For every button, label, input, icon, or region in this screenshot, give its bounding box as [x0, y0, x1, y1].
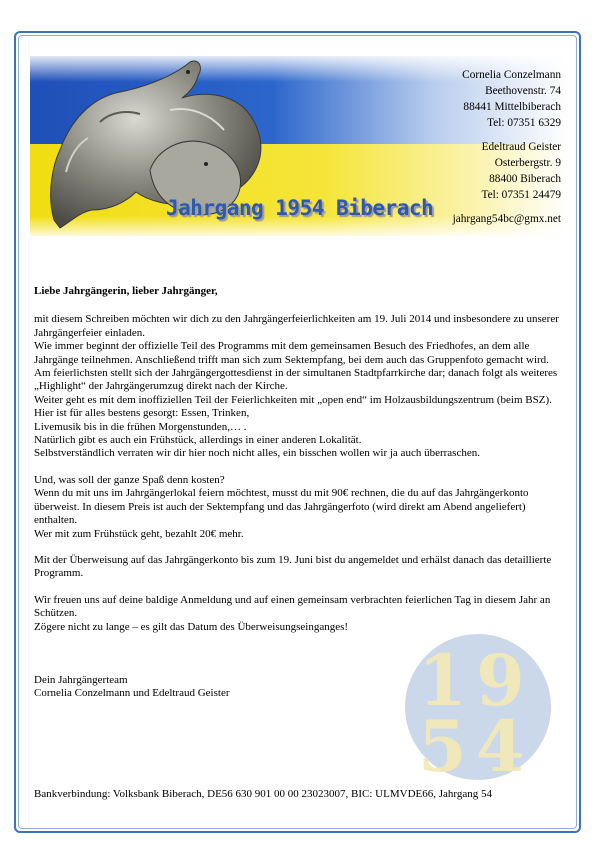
letter-greeting: Liebe Jahrgängerin, lieber Jahrgänger, [34, 285, 218, 297]
letter-line: mit diesem Schreiben möchten wir dich zu den Jahrgängerfeierlichkeiten am 19. Juli 2014 und insbesondere zu unserer Jahrgängerfeier einladen. [34, 313, 559, 339]
disc-digit: 4 [476, 705, 525, 781]
letter-line: Und, was soll der ganze Spaß denn kosten? [34, 473, 225, 486]
contact-name: Edeltraud Geister [481, 141, 561, 153]
year-1954-disc [404, 633, 552, 781]
contact-street: Beethovenstr. 74 [485, 85, 561, 97]
disc-digit: 5 [418, 705, 467, 781]
bank-details: Bankverbindung: Volksbank Biberach, DE56 630 901 00 00 23023007, BIC: ULMVDE66, Jahrgang 54 [34, 788, 492, 800]
contact-email: jahrgang54bc@gmx.net [452, 213, 561, 225]
letter-line: Weiter geht es mit dem inoffiziellen Teil der Feierlichkeiten mit „open end“ im Holzausbildungszentrum (beim BSZ). Hier ist für alles bestens gesorgt: Essen, Trinken, [34, 393, 552, 420]
letter-line: Wir freuen uns auf deine baldige Anmeldung und auf einen gemeinsam verbrachten feierlichen Tag in diesem Jahr an Schützen. [34, 593, 551, 620]
contact-phone: Tel: 07351 6329 [487, 117, 561, 129]
contact-block-conzelmann [462, 67, 561, 131]
letter-line: Livemusik bis in die frühen Morgenstunden,… . [34, 420, 247, 433]
letter-line: Selbstverständlich verraten wir dir hier noch nicht alles, ein bisschen wollen wir ja auch überraschen. [34, 447, 480, 460]
contact-city: 88441 Mittelbiberach [463, 101, 561, 113]
disc-digit: 9 [476, 639, 525, 722]
signature-line: Cornelia Conzelmann und Edeltraud Geister [34, 687, 230, 700]
signature-line: Dein Jahrgängerteam [34, 673, 128, 686]
contact-city: 88400 Biberach [489, 173, 561, 185]
contact-phone: Tel: 07351 24479 [481, 189, 561, 201]
contact-name: Cornelia Conzelmann [462, 69, 561, 81]
letter-line: Wie immer beginnt der offizielle Teil des Programms mit dem gemeinsamen Besuch des Friedhofes, an dem alle Jahrgänge teilnehmen. Anschließend trifft man sich zum Sektempfang, bei dem auch das Gruppenfoto gemacht wird. Am feierlichsten stellt sich der Jahrgängergottesdienst in der simultanen Stadtpfarrkirche dar; danach folgt als weiteres „Highlight“ der Jahrgängerumzug direkt nach der Kirche. [34, 340, 558, 393]
disc-digit: 1 [418, 639, 467, 722]
letter-line: Wer mit zum Frühstück geht, bezahlt 20€ mehr. [34, 527, 244, 540]
contact-block-geister [481, 139, 561, 203]
letter-line: Natürlich gibt es auch ein Frühstück, allerdings in einer anderen Lokalität. [34, 434, 362, 447]
banner-title: Jahrgang 1954 Biberach [166, 196, 434, 220]
contact-street: Osterbergstr. 9 [494, 157, 561, 169]
letter-line: Zögere nicht zu lange – es gilt das Datum des Überweisungseinganges! [34, 620, 349, 633]
letter-line: Mit der Überweisung auf das Jahrgängerkonto bis zum 19. Juni bist du angemeldet und erhälst danach das detaillierte Programm. [34, 553, 552, 580]
letter-line: Wenn du mit uns im Jahrgängerlokal feiern möchtest, musst du mit 90€ rechnen, die du auf das Jahrgängerkonto überweist. In diesem Preis ist auch der Sektempfang und das Jahrgängerfoto (wird direkt am Abend angeliefert) enthalten. [34, 487, 529, 527]
